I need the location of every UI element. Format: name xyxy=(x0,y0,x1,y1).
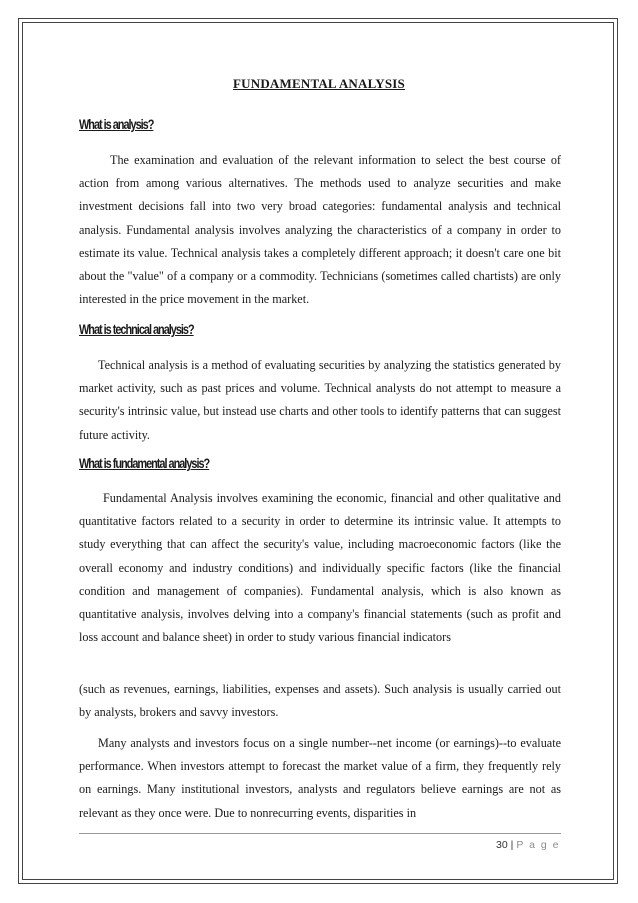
footer-rule xyxy=(79,833,561,834)
heading-what-is-fundamental-analysis: What is fundamental analysis? xyxy=(79,455,210,471)
page-label: P a g e xyxy=(516,839,560,851)
heading-what-is-technical-analysis: What is technical analysis? xyxy=(79,321,194,337)
paragraph-fundamental-analysis-continued: (such as revenues, earnings, liabilities, expenses and assets). Such analysis is usually carried out by analysts, brokers and savvy investors. xyxy=(79,682,561,720)
document-title: FUNDAMENTAL ANALYSIS xyxy=(233,76,405,91)
page-number: 30 xyxy=(495,839,508,851)
paragraph-analysis: The examination and evaluation of the relevant information to select the best course of action from among various alternatives. The methods used to analyze securities and make investment decisions fall into two very broad categories: fundamental analysis and technical analysis. Fundamental analysis involves analyzing the characteristics of a company in order to estimate its value. Technical analysis takes a completely different approach; it doesn't care one bit about the "value" of a company or a commodity. Technicians (sometimes called chartists) are only interested in the price movement in the market. xyxy=(79,153,561,307)
page-footer xyxy=(496,839,560,851)
footer-separator: | xyxy=(510,839,514,851)
paragraph-technical-analysis: Technical analysis is a method of evaluating securities by analyzing the statistics generated by market activity, such as past prices and volume. Technical analysts do not attempt to measure a security's intrinsic value, but instead use charts and other tools to identify patterns that can suggest future activity. xyxy=(79,358,561,442)
paragraph-fundamental-analysis: Fundamental Analysis involves examining the economic, financial and other qualitative and quantitative factors related to a security in order to determine its intrinsic value. It attempts to study everything that can affect the security's value, including macroeconomic factors (like the overall economy and industry conditions) and individually specific factors (like the financial condition and management of companies). Fundamental analysis, which is also known as quantitative analysis, involves delving into a company's financial statements (such as profit and loss account and balance sheet) in order to study various financial indicators xyxy=(79,491,561,645)
paragraph-earnings: Many analysts and investors focus on a single number--net income (or earnings)--to evaluate performance. When investors attempt to forecast the market value of a firm, they frequently rely on earnings. Many institutional investors, analysts and regulators believe earnings are not as relevant as they once were. Due to nonrecurring events, disparities in xyxy=(79,736,561,820)
heading-what-is-analysis: What is analysis? xyxy=(79,116,154,132)
